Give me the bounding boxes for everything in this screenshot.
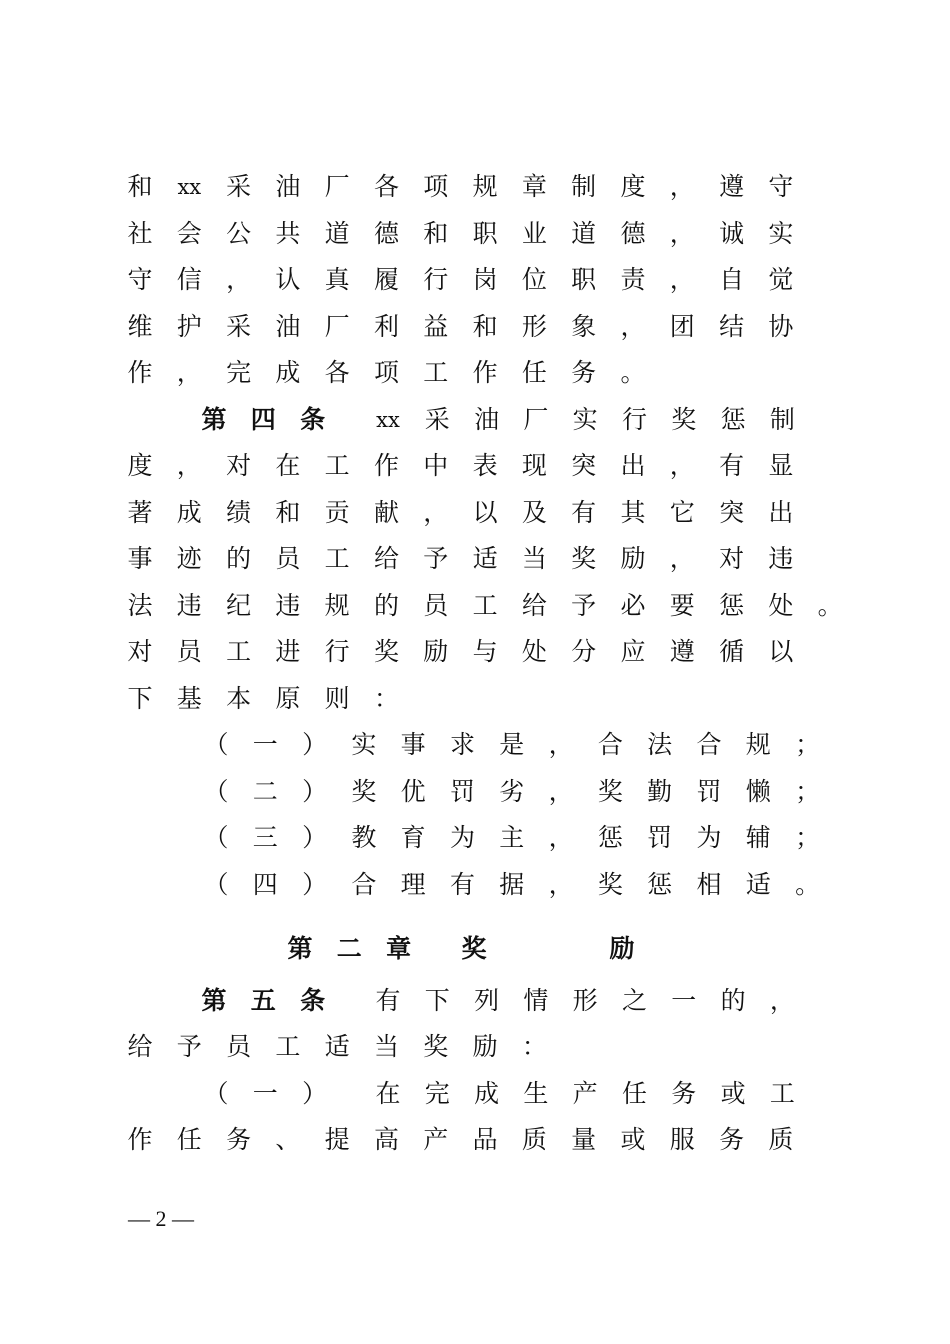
text-glyph: 采 <box>424 405 450 434</box>
text-glyph: ， <box>548 823 574 852</box>
text-glyph: 德 <box>620 219 646 248</box>
text-glyph: 工 <box>423 358 449 387</box>
text-glyph: 诚 <box>719 219 745 248</box>
text-glyph: 违 <box>768 544 794 573</box>
text-glyph: 优 <box>400 777 426 806</box>
text-glyph: 工 <box>275 1032 301 1061</box>
text-glyph: 励 <box>472 1032 498 1061</box>
text-glyph: 据 <box>499 870 525 899</box>
text-glyph: 形 <box>572 986 598 1015</box>
text-glyph: 职 <box>571 265 597 294</box>
text-glyph: 二 <box>336 934 362 963</box>
text-glyph: 主 <box>499 823 525 852</box>
text-glyph: xx <box>376 408 400 432</box>
text-glyph: 采 <box>226 312 252 341</box>
text-glyph: 违 <box>176 591 202 620</box>
text-glyph: 第 <box>201 986 227 1015</box>
text-glyph: 度 <box>620 172 646 201</box>
text-glyph: 当 <box>373 1032 399 1061</box>
text-glyph: 真 <box>324 265 350 294</box>
text-glyph: 作 <box>373 451 399 480</box>
text-glyph: 厂 <box>523 405 549 434</box>
text-glyph: 工 <box>324 544 350 573</box>
text-glyph: ） <box>302 870 328 899</box>
text-glyph: ， <box>176 358 202 387</box>
text-glyph: 为 <box>449 823 475 852</box>
text-glyph: 的 <box>720 986 746 1015</box>
text-glyph: ， <box>548 730 574 759</box>
text-glyph: 一 <box>252 730 278 759</box>
text-line <box>0 211 950 257</box>
text-glyph: 产 <box>423 1125 449 1154</box>
text-glyph: ， <box>669 219 695 248</box>
text-glyph: 违 <box>275 591 301 620</box>
text-glyph: 制 <box>769 405 795 434</box>
text-glyph: 道 <box>571 219 597 248</box>
text-glyph: 进 <box>275 637 301 666</box>
text-glyph: 三 <box>252 823 278 852</box>
text-glyph: 信 <box>176 265 202 294</box>
text-glyph: 遵 <box>669 637 695 666</box>
text-glyph: 。 <box>795 870 821 899</box>
text-glyph: 觉 <box>768 265 794 294</box>
text-glyph: 惩 <box>597 823 623 852</box>
text-glyph: 纪 <box>226 591 252 620</box>
text-glyph: 励 <box>620 544 646 573</box>
text-glyph: 奖 <box>671 405 697 434</box>
text-glyph: ） <box>302 1079 328 1108</box>
text-glyph: 项 <box>423 172 449 201</box>
text-line <box>0 350 950 396</box>
text-glyph: 对 <box>226 451 252 480</box>
text-glyph: 完 <box>226 358 252 387</box>
text-glyph: 事 <box>400 730 426 759</box>
text-glyph: 任 <box>621 1079 647 1108</box>
text-glyph: ， <box>176 451 202 480</box>
text-glyph: 实 <box>351 730 377 759</box>
text-glyph: 员 <box>226 1032 252 1061</box>
text-glyph: 当 <box>521 544 547 573</box>
text-glyph: 作 <box>127 358 153 387</box>
text-glyph: 工 <box>324 451 350 480</box>
text-glyph: ， <box>620 312 646 341</box>
text-glyph: 任 <box>176 1125 202 1154</box>
text-line <box>0 257 950 303</box>
text-glyph: 条 <box>300 405 326 434</box>
text-line <box>0 978 950 1024</box>
text-glyph: 履 <box>373 265 399 294</box>
text-glyph: ， <box>769 986 795 1015</box>
text-glyph: 有 <box>571 498 597 527</box>
text-glyph: 奖 <box>351 777 377 806</box>
text-line <box>0 583 950 629</box>
text-line <box>0 536 950 582</box>
text-glyph: 奖 <box>373 637 399 666</box>
text-glyph: 适 <box>324 1032 350 1061</box>
text-glyph: 各 <box>324 358 350 387</box>
text-glyph: 员 <box>275 544 301 573</box>
text-glyph: 作 <box>127 1125 153 1154</box>
text-glyph: ， <box>548 777 574 806</box>
text-glyph: 形 <box>521 312 547 341</box>
text-glyph: 。 <box>817 591 843 620</box>
text-glyph: 规 <box>745 730 771 759</box>
text-glyph: 油 <box>275 312 301 341</box>
text-glyph: 益 <box>423 312 449 341</box>
text-glyph: 协 <box>768 312 794 341</box>
text-glyph: （ <box>203 870 229 899</box>
text-glyph: 量 <box>571 1125 597 1154</box>
text-glyph: 规 <box>324 591 350 620</box>
text-glyph: 生 <box>523 1079 549 1108</box>
text-glyph: 实 <box>768 219 794 248</box>
text-glyph: ： <box>373 684 399 713</box>
text-glyph: 遵 <box>719 172 745 201</box>
text-glyph: 成 <box>275 358 301 387</box>
text-glyph: 、 <box>275 1125 301 1154</box>
text-glyph: 五 <box>250 986 276 1015</box>
text-glyph: 行 <box>324 637 350 666</box>
text-glyph: 它 <box>669 498 695 527</box>
text-glyph: 团 <box>669 312 695 341</box>
text-glyph: 给 <box>521 591 547 620</box>
text-glyph: 对 <box>719 544 745 573</box>
text-line <box>0 1117 950 1163</box>
text-glyph: 第 <box>201 405 227 434</box>
text-glyph: ） <box>302 777 328 806</box>
text-glyph: 本 <box>226 684 252 713</box>
text-glyph: 服 <box>669 1125 695 1154</box>
text-line <box>0 397 950 443</box>
text-glyph: 成 <box>176 498 202 527</box>
text-glyph: ， <box>548 870 574 899</box>
text-glyph: 处 <box>768 591 794 620</box>
text-glyph: 务 <box>719 1125 745 1154</box>
text-glyph: 及 <box>521 498 547 527</box>
text-glyph: 奖 <box>461 934 487 963</box>
text-glyph: （ <box>203 1079 229 1108</box>
text-glyph: 自 <box>719 265 745 294</box>
text-glyph: ， <box>669 544 695 573</box>
text-glyph: 奖 <box>597 777 623 806</box>
text-glyph: 适 <box>745 870 771 899</box>
text-glyph: 行 <box>621 405 647 434</box>
text-glyph: ； <box>795 823 821 852</box>
text-glyph: 度 <box>127 451 153 480</box>
text-glyph: 一 <box>671 986 697 1015</box>
text-glyph: 现 <box>521 451 547 480</box>
text-glyph: ， <box>669 265 695 294</box>
text-glyph: 员 <box>423 591 449 620</box>
text-glyph: 和 <box>275 498 301 527</box>
text-glyph: 项 <box>373 358 399 387</box>
text-glyph: ： <box>521 1032 547 1061</box>
text-glyph: 各 <box>373 172 399 201</box>
text-glyph: 献 <box>373 498 399 527</box>
text-glyph: 共 <box>275 219 301 248</box>
text-glyph: ； <box>795 730 821 759</box>
text-glyph: 下 <box>127 684 153 713</box>
text-glyph: 四 <box>250 405 276 434</box>
text-glyph: 象 <box>571 312 597 341</box>
text-glyph: 油 <box>474 405 500 434</box>
text-glyph: 奖 <box>423 1032 449 1061</box>
text-glyph: 质 <box>521 1125 547 1154</box>
text-glyph: 以 <box>472 498 498 527</box>
text-glyph: 迹 <box>176 544 202 573</box>
text-glyph: 有 <box>449 870 475 899</box>
text-glyph: 出 <box>620 451 646 480</box>
text-glyph: 奖 <box>597 870 623 899</box>
text-glyph: 在 <box>375 1079 401 1108</box>
text-glyph: 分 <box>571 637 597 666</box>
text-glyph: 表 <box>472 451 498 480</box>
text-glyph: 品 <box>472 1125 498 1154</box>
text-glyph: 提 <box>324 1125 350 1154</box>
text-glyph: 突 <box>571 451 597 480</box>
text-glyph: 有 <box>375 986 401 1015</box>
text-glyph: 懒 <box>745 777 771 806</box>
text-glyph: 事 <box>127 544 153 573</box>
text-glyph: （ <box>203 730 229 759</box>
text-glyph: 必 <box>620 591 646 620</box>
text-glyph: 法 <box>647 730 673 759</box>
text-glyph: 采 <box>226 172 252 201</box>
text-glyph: 位 <box>521 265 547 294</box>
text-glyph: 会 <box>176 219 202 248</box>
text-glyph: 产 <box>572 1079 598 1108</box>
text-glyph: 奖 <box>571 544 597 573</box>
text-glyph: 显 <box>768 451 794 480</box>
text-glyph: 工 <box>769 1079 795 1108</box>
text-glyph: ， <box>423 498 449 527</box>
text-line <box>0 304 950 350</box>
text-glyph: 一 <box>252 1079 278 1108</box>
text-glyph: 列 <box>474 986 500 1015</box>
text-line <box>0 1024 950 1070</box>
text-glyph: 行 <box>423 265 449 294</box>
text-glyph: 厂 <box>324 172 350 201</box>
text-glyph: 结 <box>719 312 745 341</box>
text-glyph: 工 <box>226 637 252 666</box>
text-line <box>0 862 950 908</box>
text-glyph: 法 <box>127 591 153 620</box>
text-glyph: 第 <box>287 934 313 963</box>
text-glyph: 和 <box>423 219 449 248</box>
text-glyph: 工 <box>472 591 498 620</box>
text-glyph: 任 <box>521 358 547 387</box>
text-glyph: 护 <box>176 312 202 341</box>
text-glyph: 在 <box>275 451 301 480</box>
text-glyph: 下 <box>424 986 450 1015</box>
text-glyph: 高 <box>373 1125 399 1154</box>
text-line <box>0 1071 950 1117</box>
text-glyph: 予 <box>571 591 597 620</box>
text-glyph: 职 <box>472 219 498 248</box>
text-glyph: 教 <box>351 823 377 852</box>
text-glyph: 则 <box>324 684 350 713</box>
text-glyph: 著 <box>127 498 153 527</box>
text-glyph: 规 <box>472 172 498 201</box>
text-glyph: 认 <box>275 265 301 294</box>
text-line <box>0 443 950 489</box>
text-glyph: 励 <box>609 934 635 963</box>
text-glyph: 情 <box>523 986 549 1015</box>
text-glyph: 出 <box>768 498 794 527</box>
text-glyph: 给 <box>127 1032 153 1061</box>
text-glyph: 基 <box>176 684 202 713</box>
text-glyph: 成 <box>474 1079 500 1108</box>
text-glyph: 是 <box>499 730 525 759</box>
text-glyph: 循 <box>719 637 745 666</box>
text-line <box>0 629 950 675</box>
text-glyph: 罚 <box>696 777 722 806</box>
text-glyph: 章 <box>521 172 547 201</box>
text-glyph: 给 <box>373 544 399 573</box>
text-glyph: 油 <box>275 172 301 201</box>
text-glyph: 的 <box>373 591 399 620</box>
text-line <box>0 769 950 815</box>
text-glyph: 四 <box>252 870 278 899</box>
page-number: — 2 — <box>128 1206 194 1231</box>
text-glyph: 作 <box>472 358 498 387</box>
text-line <box>0 926 950 972</box>
text-glyph: ， <box>669 172 695 201</box>
text-glyph: （ <box>203 777 229 806</box>
text-line <box>0 164 950 210</box>
text-glyph: 之 <box>621 986 647 1015</box>
text-glyph: 和 <box>472 312 498 341</box>
text-glyph: 完 <box>424 1079 450 1108</box>
text-glyph: 绩 <box>226 498 252 527</box>
text-glyph: 原 <box>275 684 301 713</box>
text-glyph: 合 <box>597 730 623 759</box>
text-glyph: 员 <box>176 637 202 666</box>
text-glyph: 或 <box>620 1125 646 1154</box>
text-glyph: 和 <box>127 172 153 201</box>
text-glyph: 二 <box>252 777 278 806</box>
text-glyph: 道 <box>324 219 350 248</box>
text-glyph: 务 <box>671 1079 697 1108</box>
text-glyph: 的 <box>226 544 252 573</box>
text-glyph: 实 <box>572 405 598 434</box>
text-glyph: 与 <box>472 637 498 666</box>
text-glyph: 突 <box>719 498 745 527</box>
text-glyph: 有 <box>719 451 745 480</box>
text-glyph: 或 <box>720 1079 746 1108</box>
text-glyph: 贡 <box>324 498 350 527</box>
text-glyph: ， <box>669 451 695 480</box>
text-glyph: 维 <box>127 312 153 341</box>
text-glyph: 章 <box>386 934 412 963</box>
text-glyph: 处 <box>521 637 547 666</box>
text-glyph: 质 <box>768 1125 794 1154</box>
text-glyph: 岗 <box>472 265 498 294</box>
text-glyph: 辅 <box>745 823 771 852</box>
text-glyph: 其 <box>620 498 646 527</box>
text-glyph: ； <box>795 777 821 806</box>
text-glyph: 要 <box>669 591 695 620</box>
text-glyph: 条 <box>300 986 326 1015</box>
text-line <box>0 490 950 536</box>
text-glyph: 守 <box>768 172 794 201</box>
text-glyph: 理 <box>400 870 426 899</box>
text-glyph: ） <box>302 823 328 852</box>
text-glyph: 以 <box>768 637 794 666</box>
text-glyph: 予 <box>176 1032 202 1061</box>
text-glyph: 社 <box>127 219 153 248</box>
text-glyph: 责 <box>620 265 646 294</box>
text-glyph: 罚 <box>449 777 475 806</box>
text-glyph: 应 <box>620 637 646 666</box>
text-glyph: 惩 <box>720 405 746 434</box>
text-glyph: 予 <box>423 544 449 573</box>
text-glyph: ） <box>302 730 328 759</box>
text-glyph: 勤 <box>647 777 673 806</box>
text-glyph: 求 <box>449 730 475 759</box>
text-glyph: 合 <box>351 870 377 899</box>
text-glyph: 励 <box>423 637 449 666</box>
text-glyph: 厂 <box>324 312 350 341</box>
text-glyph: 罚 <box>647 823 673 852</box>
text-glyph: 务 <box>226 1125 252 1154</box>
text-glyph: ， <box>226 265 252 294</box>
text-glyph: 业 <box>521 219 547 248</box>
text-glyph: 德 <box>373 219 399 248</box>
text-glyph: 公 <box>226 219 252 248</box>
text-glyph: 惩 <box>719 591 745 620</box>
text-glyph: 为 <box>696 823 722 852</box>
text-line <box>0 815 950 861</box>
text-glyph: 对 <box>127 637 153 666</box>
text-glyph: 合 <box>696 730 722 759</box>
text-glyph: 适 <box>472 544 498 573</box>
text-glyph: 相 <box>696 870 722 899</box>
text-glyph: 劣 <box>499 777 525 806</box>
text-glyph: 育 <box>400 823 426 852</box>
text-glyph: 务 <box>571 358 597 387</box>
text-line <box>0 676 950 722</box>
text-glyph: xx <box>177 175 202 199</box>
text-glyph: 利 <box>373 312 399 341</box>
text-line <box>0 722 950 768</box>
text-glyph: 制 <box>571 172 597 201</box>
text-glyph: 守 <box>127 265 153 294</box>
text-glyph: 中 <box>423 451 449 480</box>
text-glyph: （ <box>203 823 229 852</box>
text-glyph: 。 <box>620 358 646 387</box>
text-glyph: 惩 <box>647 870 673 899</box>
